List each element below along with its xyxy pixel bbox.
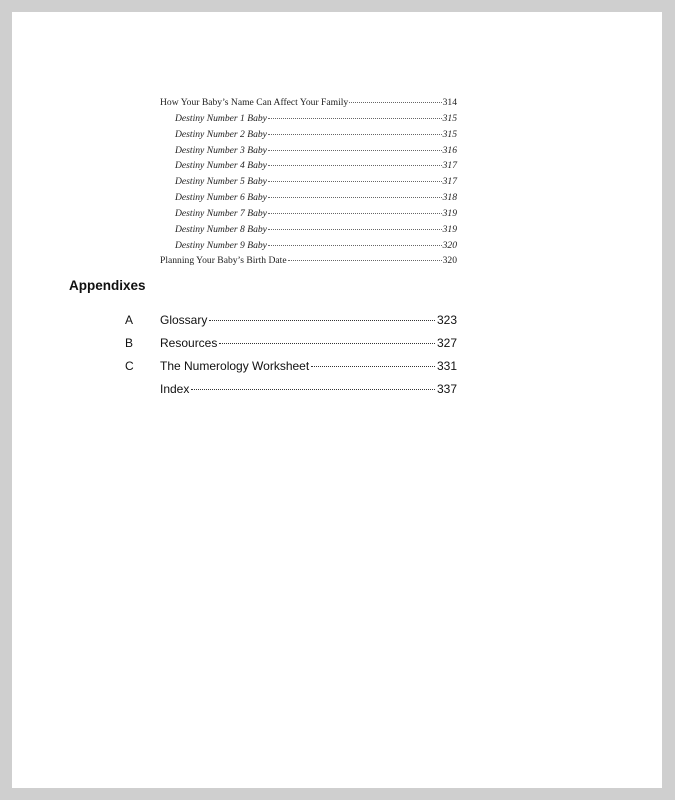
- toc-entry-page: 316: [442, 144, 457, 156]
- toc-entry-page: 320: [442, 239, 457, 251]
- appendix-page: 331: [436, 359, 457, 373]
- appendixes-heading: Appendixes: [69, 278, 146, 293]
- toc-entry: [160, 158, 457, 174]
- dot-leader: [209, 320, 435, 321]
- toc-entry-page: 319: [442, 207, 457, 219]
- toc-entry-title: Destiny Number 2 Baby: [175, 128, 267, 140]
- toc-entry-title: Destiny Number 8 Baby: [175, 223, 267, 235]
- dot-leader: [268, 118, 442, 119]
- appendix-entry: [125, 355, 457, 378]
- dot-leader: [349, 102, 441, 103]
- toc-entry-page: 315: [442, 112, 457, 124]
- appendix-letter: A: [125, 313, 134, 327]
- appendix-title: Resources: [160, 336, 218, 350]
- toc-entry-title: Destiny Number 4 Baby: [175, 160, 267, 172]
- toc-entry: [160, 222, 457, 238]
- toc-entry-page: 314: [442, 97, 457, 108]
- toc-entry-title: Planning Your Baby’s Birth Date: [160, 255, 287, 267]
- toc-entry: [160, 95, 457, 111]
- toc-entry-page: 320: [442, 255, 457, 267]
- appendix-page: 337: [436, 382, 457, 396]
- toc-entry-title: Destiny Number 3 Baby: [175, 144, 267, 156]
- appendix-title: Glossary: [160, 313, 208, 327]
- toc-entry-title: Destiny Number 6 Baby: [175, 192, 267, 204]
- appendix-page: 327: [436, 336, 457, 350]
- toc-entry-title: Destiny Number 7 Baby: [175, 207, 267, 219]
- toc-entry: [160, 127, 457, 143]
- dot-leader: [268, 245, 442, 246]
- appendix-entry: [125, 309, 457, 332]
- toc-entry-title: Destiny Number 1 Baby: [175, 112, 267, 124]
- toc-entry-title: Destiny Number 5 Baby: [175, 176, 267, 188]
- dot-leader: [311, 366, 435, 367]
- toc-entry-page: 319: [442, 223, 457, 235]
- toc-entry: [160, 238, 457, 254]
- dot-leader: [191, 389, 435, 390]
- dot-leader: [268, 181, 442, 182]
- dot-leader: [268, 150, 442, 151]
- toc-entry-page: 317: [442, 160, 457, 172]
- toc-entry-page: 315: [442, 128, 457, 140]
- toc-entry-page: 318: [442, 192, 457, 204]
- toc-entry: [160, 143, 457, 159]
- dot-leader: [268, 165, 442, 166]
- toc-entry: [160, 111, 457, 127]
- document-page: [12, 12, 662, 788]
- toc-entry-page: 317: [442, 176, 457, 188]
- dot-leader: [268, 229, 442, 230]
- toc-entry: [160, 174, 457, 190]
- toc-subsection-list: [160, 95, 457, 269]
- toc-entry: [160, 206, 457, 222]
- toc-entry-title: Destiny Number 9 Baby: [175, 239, 267, 251]
- dot-leader: [268, 134, 442, 135]
- toc-entry: [160, 190, 457, 206]
- toc-entry: [160, 253, 457, 269]
- dot-leader: [268, 213, 442, 214]
- appendix-title: The Numerology Worksheet: [160, 359, 310, 373]
- appendix-letter: C: [125, 359, 134, 373]
- appendix-letter: B: [125, 336, 134, 350]
- toc-entry-title: How Your Baby’s Name Can Affect Your Family: [160, 97, 349, 108]
- appendix-list: [125, 309, 457, 401]
- dot-leader: [268, 197, 442, 198]
- dot-leader: [219, 343, 435, 344]
- appendix-title: Index: [160, 382, 190, 396]
- dot-leader: [288, 260, 442, 261]
- appendix-page: 323: [436, 313, 457, 327]
- appendix-entry: [125, 332, 457, 355]
- appendix-entry: [125, 378, 457, 401]
